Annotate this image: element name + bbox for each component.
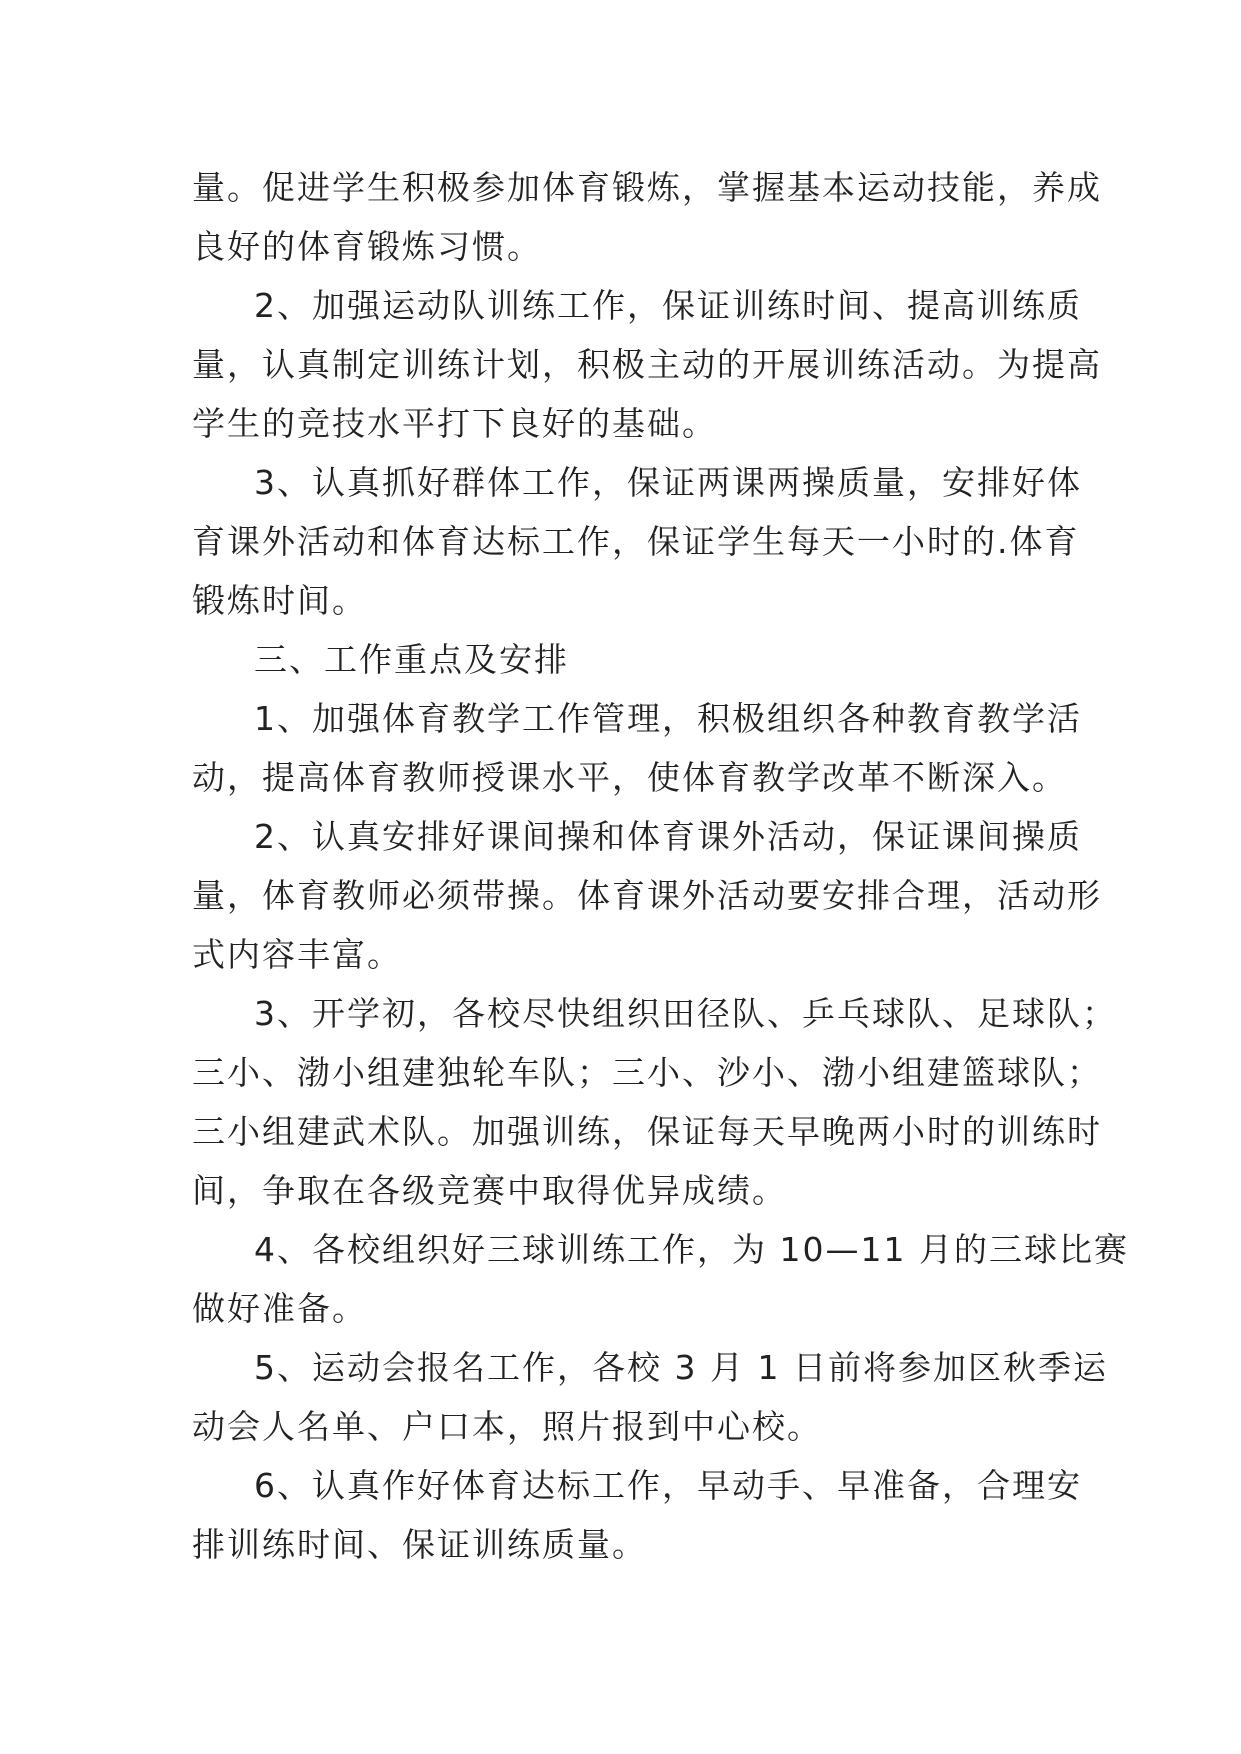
text-line: 锻炼时间。 [192,581,367,620]
paragraph-goal-3 [192,453,1082,630]
text-line: 4、各校组织好三球训练工作，为 10—11 月的三球比赛 [254,1230,1129,1269]
text-line: 3、认真抓好群体工作，保证两课两操质量，安排好体 [254,463,1082,502]
text-line: 2、认真安排好课间操和体育课外活动，保证课间操质 [254,817,1082,856]
text-line: 5、运动会报名工作，各校 3 月 1 日前将参加区秋季运 [254,1348,1108,1387]
text-line: 三小组建武术队。加强训练，保证每天早晚两小时的训练时 [192,1112,1102,1151]
text-line: 做好准备。 [192,1289,367,1328]
text-line: 三小、渤小组建独轮车队；三小、沙小、渤小组建篮球队； [192,1053,1102,1092]
paragraph-item-3 [192,984,1117,1220]
document-body [192,158,1129,1574]
paragraph-goal-2 [192,276,1102,453]
text-line: 动会人名单、户口本，照片报到中心校。 [192,1407,822,1446]
text-line: 排训练时间、保证训练质量。 [192,1525,647,1564]
text-line: 量。促进学生积极参加体育锻炼，掌握基本运动技能，养成 [192,168,1102,207]
text-line: 6、认真作好体育达标工作，早动手、早准备，合理安 [254,1466,1082,1505]
paragraph-item-1 [192,689,1082,807]
text-line: 量，体育教师必须带操。体育课外活动要安排合理，活动形 [192,876,1102,915]
paragraph-item-5 [192,1338,1108,1456]
text-line: 育课外活动和体育达标工作，保证学生每天一小时的.体育 [192,522,1080,561]
text-line: 2、加强运动队训练工作，保证训练时间、提高训练质 [254,286,1082,325]
paragraph-item-2 [192,807,1102,984]
section-heading [192,630,1052,689]
text-line: 学生的竞技水平打下良好的基础。 [192,404,717,443]
text-line: 3、开学初，各校尽快组织田径队、乒乓球队、足球队； [254,994,1117,1033]
text-line: 间，争取在各级竞赛中取得优异成绩。 [192,1171,787,1210]
text-line: 良好的体育锻炼习惯。 [192,227,542,266]
text-line: 量，认真制定训练计划，积极主动的开展训练活动。为提高 [192,345,1102,384]
paragraph-item-6 [192,1456,1082,1574]
paragraph-item-4 [192,1220,1129,1338]
text-line: 式内容丰富。 [192,935,402,974]
paragraph-continuation [192,158,1102,276]
text-line: 1、加强体育教学工作管理，积极组织各种教育教学活 [254,699,1082,738]
text-line: 动，提高体育教师授课水平，使体育教学改革不断深入。 [192,758,1067,797]
heading-line: 三、工作重点及安排 [254,640,569,679]
